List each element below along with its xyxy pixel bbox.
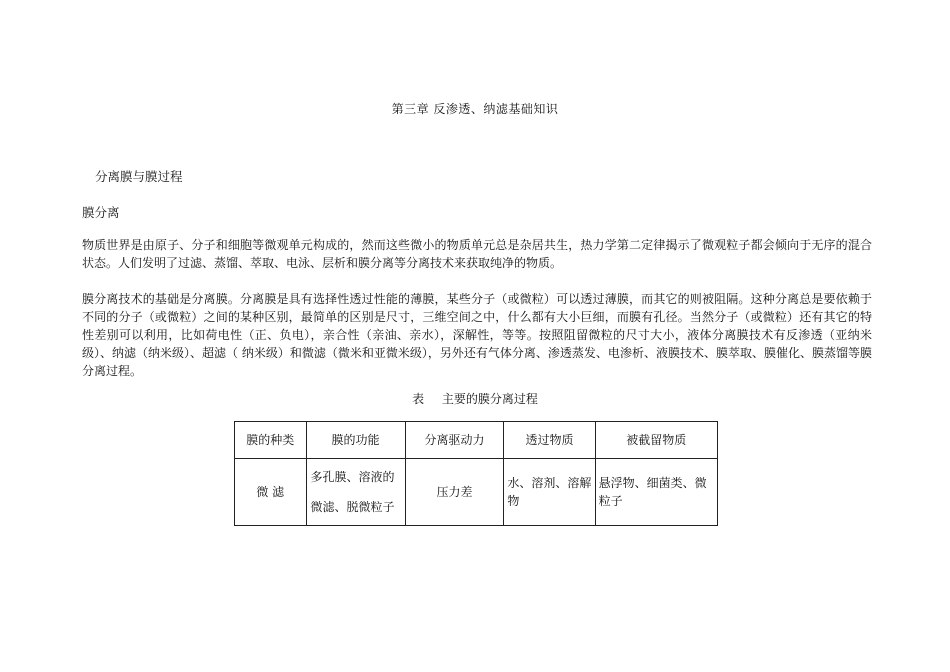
- cell-membrane-function: [306, 459, 405, 526]
- function-line-1: 多孔膜、溶液的: [310, 470, 395, 484]
- table-row: [235, 459, 718, 526]
- cell-permeate: 水、溶剂、溶解物: [504, 459, 595, 526]
- subsection-heading: 膜分离: [82, 205, 120, 220]
- header-permeate: 透过物质: [504, 422, 595, 459]
- paragraph-intro: 物质世界是由原子、分子和细胞等微观单元构成的，然而这些微小的物质单元总是杂居共生，热力学第二定律揭示了微观粒子都会倾向于无序的混合状态。人们发明了过滤、蒸馏、萃取、电泳、层析和膜分离等分离技术来获取纯净的物质。: [82, 238, 872, 270]
- section-heading: 分离膜与膜过程: [95, 169, 183, 184]
- table-header-row: [235, 422, 718, 459]
- membrane-process-table: [234, 421, 718, 526]
- function-line-2: 微滤、脱微粒子: [310, 500, 395, 514]
- chapter-title: 第三章 反渗透、纳滤基础知识: [391, 102, 559, 116]
- cell-driving-force: 压力差: [405, 459, 504, 526]
- table-caption: 表 主要的膜分离过程: [412, 392, 538, 406]
- header-membrane-function: 膜的功能: [306, 422, 405, 459]
- header-retained: 被截留物质: [595, 422, 717, 459]
- header-membrane-type: 膜的种类: [235, 422, 307, 459]
- cell-membrane-type: 微 滤: [235, 459, 307, 526]
- cell-retained: 悬浮物、细菌类、微粒子: [595, 459, 717, 526]
- paragraph-membrane-basics: 膜分离技术的基础是分离膜。分离膜是具有选择性透过性能的薄膜，某些分子（或微粒）可以透过薄膜，而其它的则被阻隔。这种分离总是要依赖于不同的分子（或微粒）之间的某种区别，最简单的区别是尺寸，三维空间之中，什么都有大小巨细，而膜有孔径。当然分子（或微粒）还有其它的特性差别可以利用，比如荷电性（正、负电），亲合性（亲油、亲水），深解性，等等。按照阻留微粒的尺寸大小，液体分离膜技术有反渗透（亚纳米级）、纳滤（纳米级）、超滤（ 纳米级）和微滤（微米和亚微米级），另外还有气体分离、渗透蒸发、电渗析、液膜技术、膜萃取、膜催化、膜蒸馏等膜分离过程。: [82, 292, 872, 378]
- header-driving-force: 分离驱动力: [405, 422, 504, 459]
